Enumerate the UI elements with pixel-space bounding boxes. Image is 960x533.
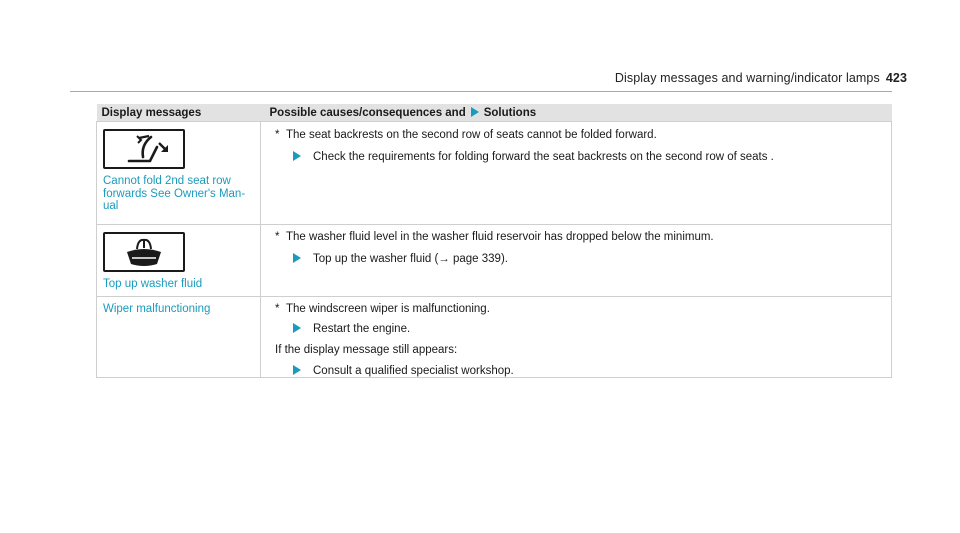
message-text: Cannot fold 2nd seat row forwards See Owner's Man- ual: [103, 175, 246, 212]
bullet-star: *: [275, 129, 280, 141]
washer-fluid-icon: [103, 232, 185, 272]
action-line: [261, 253, 891, 265]
play-arrow-icon: [471, 107, 479, 117]
play-arrow-icon: [293, 365, 301, 375]
table-row: [97, 297, 892, 378]
bullet-star: *: [275, 303, 280, 315]
message-cell: [97, 297, 261, 378]
table-row: [97, 225, 892, 297]
cause-line: [261, 231, 891, 243]
table-header-row: [97, 104, 892, 122]
play-arrow-icon: [293, 151, 301, 161]
page-header: [615, 71, 907, 85]
header-rule: [70, 91, 892, 92]
action-line: [261, 323, 891, 335]
col-header-solutions: Solutions: [483, 106, 537, 119]
section-title: Display messages and warning/indicator lamps: [614, 71, 880, 85]
col-header-causes: [261, 104, 892, 122]
col-header-messages: Display messages: [97, 104, 261, 122]
seat-backrest-fold-icon: [103, 129, 185, 169]
cause-cell: [261, 297, 892, 378]
message-cell: [97, 122, 261, 225]
cause-line: [261, 129, 891, 141]
cause-text: The windscreen wiper is malfunctioning.: [286, 303, 490, 315]
message-cell: [97, 225, 261, 297]
action-text: Restart the engine.: [313, 323, 411, 335]
bullet-star: *: [275, 231, 280, 243]
cause-cell: [261, 122, 892, 225]
display-messages-table: [96, 104, 892, 378]
action-line: [261, 151, 891, 163]
note-text: If the display message still appears:: [275, 344, 458, 356]
cause-cell: [261, 225, 892, 297]
message-text: Wiper malfunctioning: [103, 303, 211, 315]
cause-text: The washer fluid level in the washer fluid reservoir has dropped below the minimum.: [286, 231, 714, 243]
message-text: Top up washer fluid: [103, 278, 203, 290]
cause-text: The seat backrests on the second row of seats cannot be folded forward.: [286, 129, 657, 141]
page-number: 423: [885, 71, 907, 85]
action-text: Check the requirements for folding forward the seat backrests on the second row of seats .: [313, 151, 774, 163]
table-row: [97, 122, 892, 225]
play-arrow-icon: [293, 253, 301, 263]
cause-line: [261, 303, 891, 315]
col-header-causes-text: Possible causes/consequences and: [269, 106, 466, 119]
action-text: Top up the washer fluid (→ page 339).: [313, 253, 508, 265]
action-text: Consult a qualified specialist workshop.: [313, 365, 514, 377]
action-line: [261, 365, 891, 377]
play-arrow-icon: [293, 323, 301, 333]
